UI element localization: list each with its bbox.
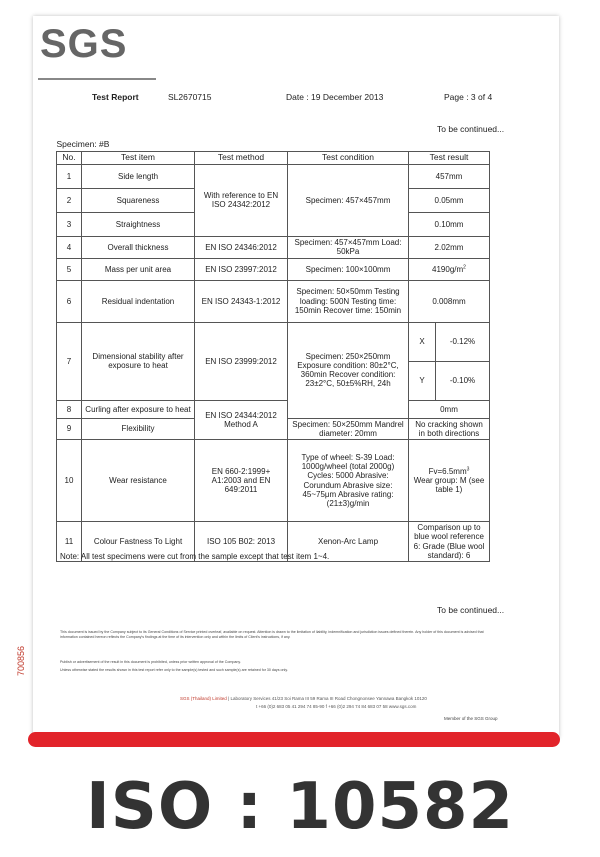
specimen-label: Specimen: #B [56, 139, 110, 149]
direction-y-result: -0.10% [436, 361, 490, 400]
header-test-condition: Test condition [288, 151, 409, 164]
header-no: No. [57, 151, 82, 164]
row-method: EN ISO 24344:2012 Method A [195, 400, 288, 439]
table-row [57, 164, 490, 188]
row-no: 3 [57, 212, 82, 236]
row-item: Squareness [82, 188, 195, 212]
row-result: 0.008mm [409, 280, 490, 322]
table-row [57, 400, 490, 418]
result-value: Fv=6.5mm [428, 466, 467, 476]
document-number: 700856 [16, 645, 26, 676]
result-superscript: 3 [466, 466, 470, 473]
table-row [57, 322, 490, 361]
row-item: Residual indentation [82, 280, 195, 322]
row-item: Curling after exposure to heat [82, 400, 195, 418]
row-no: 9 [57, 418, 82, 439]
row-item: Wear resistance [82, 440, 195, 522]
address-phone: t +66 (0)2 683 05 41 294 74 85-90 f +66 (0)2 294 74 84 683 07 58 www.sgs.com [256, 704, 417, 709]
table-row [57, 280, 490, 322]
sgs-logo: SGS [40, 22, 128, 66]
continued-top: To be continued... [437, 124, 505, 134]
logo-underline [38, 78, 156, 80]
red-divider-bar [28, 732, 560, 747]
row-condition: Specimen: 457×457mm Load: 50kPa [288, 236, 409, 258]
row-condition: Type of wheel: S-39 Load: 1000g/wheel (total 2000g) Cycles: 5000 Abrasive: Corundum Abrasive size: 45~75μm Abrasive rating: (21±3)g/min [288, 440, 409, 522]
table-row [57, 440, 490, 522]
row-no: 1 [57, 164, 82, 188]
row-no: 7 [57, 322, 82, 400]
row-no: 4 [57, 236, 82, 258]
row-condition: Specimen: 50×250mm Mandrel diameter: 20mm [288, 418, 409, 439]
fine-print-publish: Publish or advertisement of the result in this document is prohibited, unless prior written approval of the Company. [60, 660, 241, 664]
continued-bottom: To be continued... [437, 605, 505, 615]
row-condition: Specimen: 250×250mm Exposure condition: 80±2°C, 360min Recover condition: 23±2°C, 50±5%RH, 24h [288, 322, 409, 418]
header-test-method: Test method [195, 151, 288, 164]
table-note: Note: All test specimens were cut from the sample except that test item 1~4. [60, 552, 330, 561]
iso-banner-title: ISO : 10582 [85, 770, 515, 844]
row-condition: Specimen: 457×457mm [288, 164, 409, 236]
row-result: Comparison up to blue wool reference 6: Grade (Blue wool standard): 6 [409, 522, 490, 562]
report-date: Date : 19 December 2013 [286, 92, 384, 102]
address-block: SGS (Thailand) Limited | Laboratory Services 41/23 Soi Rama III 59 Rama III Road Chongnonsee Yannawa Bangkok 10120 [180, 696, 427, 701]
header-test-item: Test item [82, 151, 195, 164]
row-method: EN 660-2:1999+ A1:2003 and EN 649:2011 [195, 440, 288, 522]
test-results-table [56, 139, 490, 562]
row-condition: Specimen: 100×100mm [288, 258, 409, 280]
row-item: Side length [82, 164, 195, 188]
header-test-result: Test result [409, 151, 490, 164]
row-result [409, 258, 490, 280]
row-result: 0.05mm [409, 188, 490, 212]
row-method: With reference to EN ISO 24342:2012 [195, 164, 288, 236]
row-result: 0.10mm [409, 212, 490, 236]
row-no: 11 [57, 522, 82, 562]
row-method: EN ISO 23997:2012 [195, 258, 288, 280]
row-condition: Xenon-Arc Lamp [288, 522, 409, 562]
row-condition: Specimen: 50×50mm Testing loading: 500N Testing time: 150min Recover time: 150min [288, 280, 409, 322]
row-item: Flexibility [82, 418, 195, 439]
fine-print-conditions: This document is issued by the Company subject to its General Conditions of Service printed overleaf, available on request. Attention is drawn to the limitation of liability, indemnification and jurisdiction issues defined therein. Any holder of this document is advised that information contained hereon reflects the Company's findings at the time of its intervention only and within the limits of Client's instructions, if any. [60, 630, 484, 639]
result-wear-group: Wear group: M (see table 1) [413, 476, 485, 495]
table-row [57, 258, 490, 280]
direction-x-result: -0.12% [436, 322, 490, 361]
result-value: 4190g/m [432, 264, 464, 274]
row-method: EN ISO 24343-1:2012 [195, 280, 288, 322]
row-no: 2 [57, 188, 82, 212]
row-item: Overall thickness [82, 236, 195, 258]
result-superscript: 2 [463, 264, 466, 271]
address-company: SGS (Thailand) Limited [180, 696, 227, 701]
report-number: SL2670715 [168, 92, 212, 102]
direction-x-label: X [409, 322, 436, 361]
table-header-row [57, 151, 490, 164]
row-method: EN ISO 23999:2012 [195, 322, 288, 400]
report-label: Test Report [92, 92, 139, 102]
direction-y-label: Y [409, 361, 436, 400]
row-item: Mass per unit area [82, 258, 195, 280]
row-result: 457mm [409, 164, 490, 188]
page-number: Page : 3 of 4 [444, 92, 493, 102]
fine-print-results: Unless otherwise stated the results shown in this test report refer only to the sample(s) tested and such sample(s) are retained for 30 days only. [60, 668, 288, 672]
row-item: Dimensional stability after exposure to heat [82, 322, 195, 400]
row-result: 0mm [409, 400, 490, 418]
row-no: 8 [57, 400, 82, 418]
row-result: 2.02mm [409, 236, 490, 258]
row-no: 5 [57, 258, 82, 280]
table-row [57, 236, 490, 258]
member-text: Member of the SGS Group [444, 716, 498, 721]
row-result [409, 440, 490, 522]
row-no: 10 [57, 440, 82, 522]
row-item: Colour Fastness To Light [82, 522, 195, 562]
row-item: Straightness [82, 212, 195, 236]
row-method: ISO 105 B02: 2013 [195, 522, 288, 562]
row-method: EN ISO 24346:2012 [195, 236, 288, 258]
address-line: Laboratory Services 41/23 Soi Rama III 59 Rama III Road Chongnonsee Yannawa Bangkok 10120 [230, 696, 427, 701]
row-result: No cracking shown in both directions [409, 418, 490, 439]
row-no: 6 [57, 280, 82, 322]
